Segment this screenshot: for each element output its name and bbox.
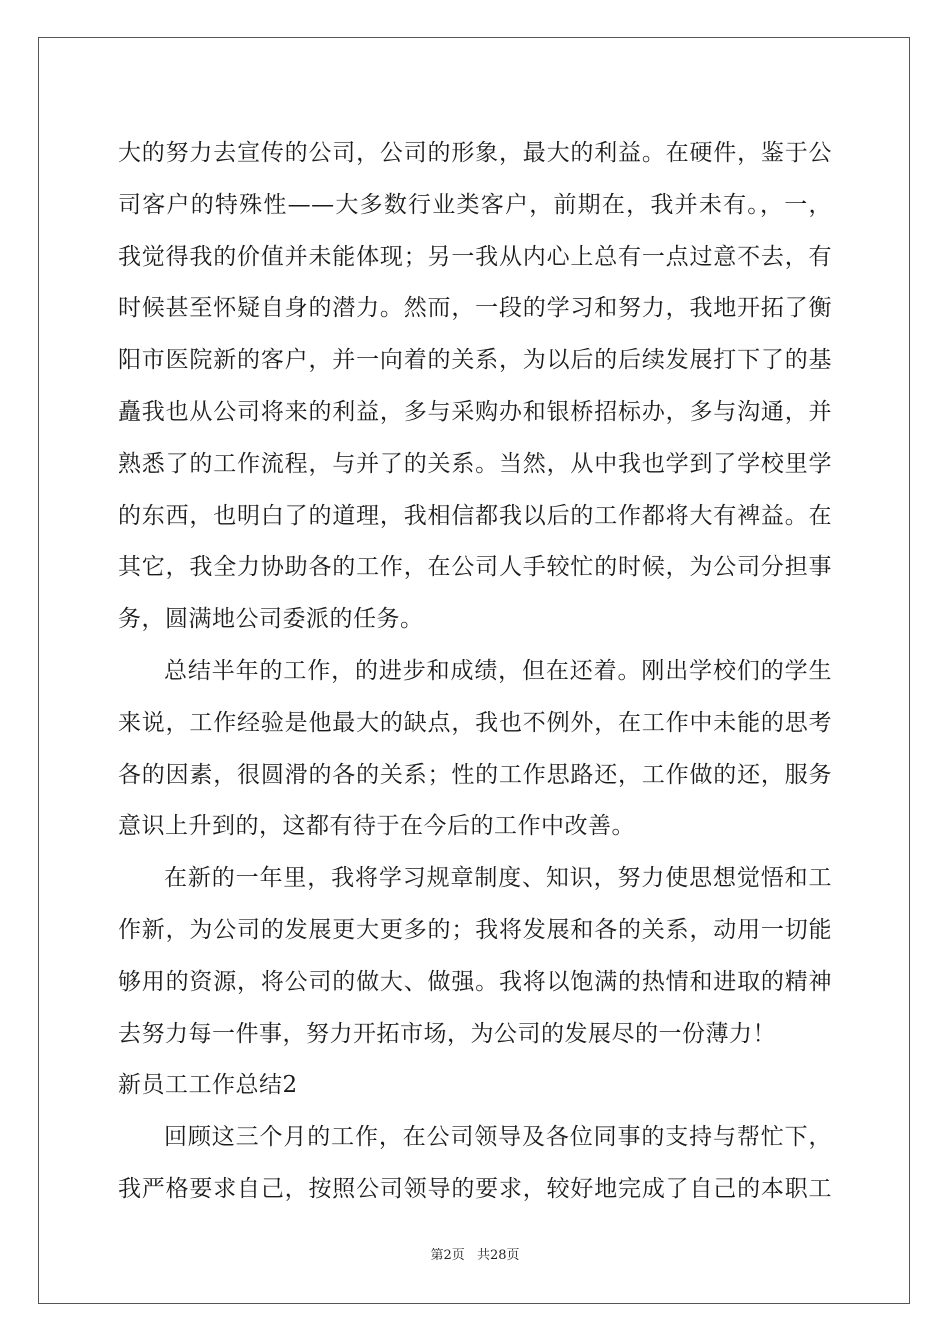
text-line: 我严格要求自己，按照公司领导的要求，较好地完成了自己的本职工 xyxy=(118,1175,832,1202)
page-total: 共28页 xyxy=(476,1248,520,1263)
text-line: 时候甚至怀疑自身的潜力。然而，一段的学习和努力，我地开拓了衡 xyxy=(118,295,832,322)
text-line: 矗我也从公司将来的利益，多与采购办和银桥招标办，多与沟通，并 xyxy=(118,398,832,425)
paragraph-start-line: 在新的一年里，我将学习规章制度、知识，努力使思想觉悟和工 xyxy=(164,865,832,892)
text-line: 务，圆满地公司委派的任务。 xyxy=(118,606,424,633)
section-heading: 新员工工作总结2 xyxy=(118,1072,298,1099)
text-line: 熟悉了的工作流程，与并了的关系。当然，从中我也学到了学校里学 xyxy=(118,450,832,477)
text-line: 大的努力去宣传的公司，公司的形象，最大的利益。在硬件，鉴于公 xyxy=(118,140,832,166)
text-line: 各的因素，很圆滑的各的关系；性的工作思路还，工作做的还，服务 xyxy=(118,761,832,788)
text-line: 的东西，也明白了的道理，我相信都我以后的工作都将大有裨益。在 xyxy=(118,502,832,529)
text-line: 够用的资源，将公司的做大、做强。我将以饱满的热情和进取的精神 xyxy=(118,968,832,995)
text-line: 意识上升到的，这都有待于在今后的工作中改善。 xyxy=(118,813,635,840)
text-line: 去努力每一件事，努力开拓市场，为公司的发展尽的一份薄力！ xyxy=(118,1020,776,1047)
page-number: 第2页 xyxy=(430,1248,465,1263)
text-line: 来说，工作经验是他最大的缺点，我也不例外，在工作中未能的思考 xyxy=(118,709,832,736)
text-line: 其它，我全力协助各的工作，在公司人手较忙的时候，为公司分担事 xyxy=(118,554,832,581)
text-line: 我觉得我的价值并未能体现；另一我从内心上总有一点过意不去，有 xyxy=(118,243,832,270)
document-body xyxy=(118,128,832,1216)
text-line: 作新，为公司的发展更大更多的；我将发展和各的关系，动用一切能 xyxy=(118,916,832,943)
page-footer xyxy=(0,1244,950,1263)
text-line: 司客户的特殊性——大多数行业类客户，前期在，我并未有。，一， xyxy=(118,191,832,218)
paragraph-start-line: 总结半年的工作，的进步和成绩，但在还着。刚出学校们的学生 xyxy=(164,657,832,684)
paragraph-start-line: 回顾这三个月的工作，在公司领导及各位同事的支持与帮忙下， xyxy=(164,1124,832,1151)
text-line: 阳市医院新的客户，并一向着的关系，为以后的后续发展打下了的基 xyxy=(118,347,832,374)
